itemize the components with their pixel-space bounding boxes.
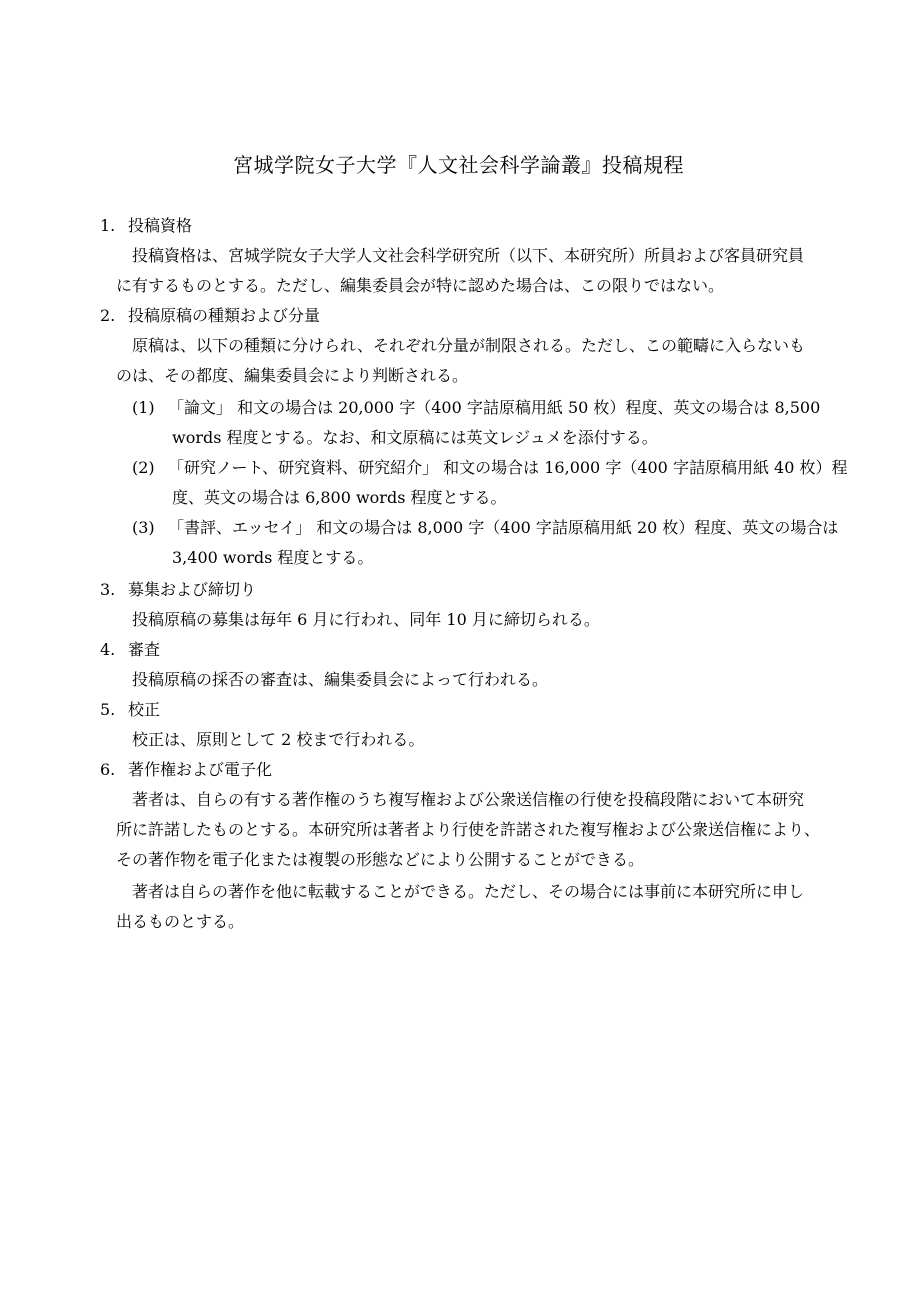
section-number: 4.: [100, 640, 116, 659]
paragraph-line: 投稿原稿の採否の審査は、編集委員会によって行われる。: [132, 670, 549, 689]
section-heading-5: [100, 700, 160, 720]
paragraph-line: のは、その都度、編集委員会により判断される。: [116, 366, 469, 385]
section-heading-3: [100, 580, 256, 600]
section-title: 著作権および電子化: [128, 760, 273, 779]
section-heading-6: [100, 760, 272, 780]
item-number: (2): [132, 458, 155, 477]
paragraph-line: その著作物を電子化または複製の形態などにより公開することができる。: [116, 850, 645, 869]
section-title: 投稿原稿の種類および分量: [128, 306, 321, 325]
section-number: 6.: [100, 760, 116, 779]
section-number: 3.: [100, 580, 116, 599]
section-number: 2.: [100, 306, 116, 325]
paragraph-line: 著者は自らの著作を他に転載することができる。ただし、その場合には事前に本研究所に申し: [132, 882, 805, 901]
item-number: (3): [132, 518, 155, 537]
section-number: 5.: [100, 700, 116, 719]
item-line-continued: words 程度とする。なお、和文原稿には英文レジュメを添付する。: [172, 428, 658, 447]
document-title: 宮城学院女子大学『人文社会科学論叢』投稿規程: [233, 153, 684, 177]
section-number: 1.: [100, 216, 116, 235]
paragraph-line: 原稿は、以下の種類に分けられ、それぞれ分量が制限される。ただし、この範疇に入らないも: [132, 336, 805, 355]
paragraph-line: 投稿原稿の募集は毎年 6 月に行われ、同年 10 月に締切られる。: [132, 610, 600, 629]
item-line: 「書評、エッセイ」 和文の場合は 8,000 字（400 字詰原稿用紙 20 枚）程度、英文の場合は: [168, 518, 839, 537]
item-line: 「論文」 和文の場合は 20,000 字（400 字詰原稿用紙 50 枚）程度、英文の場合は 8,500: [168, 398, 821, 417]
list-item-1: [132, 398, 820, 418]
paragraph-line: 所に許諾したものとする。本研究所は著者より行使を許諾された複写権および公衆送信権により、: [116, 820, 821, 839]
paragraph-line: に有するものとする。ただし、編集委員会が特に認めた場合は、この限りではない。: [116, 276, 725, 295]
list-item-2: [132, 458, 847, 478]
paragraph-line: 出るものとする。: [116, 912, 245, 931]
section-title: 募集および締切り: [128, 580, 257, 599]
paragraph-line: 校正は、原則として 2 校まで行われる。: [132, 730, 425, 749]
section-heading-4: [100, 640, 160, 660]
list-item-3: [132, 518, 838, 538]
paragraph-line: 著者は、自らの有する著作権のうち複写権および公衆送信権の行使を投稿段階において本研究: [132, 790, 805, 809]
item-line-continued: 3,400 words 程度とする。: [172, 548, 374, 567]
item-line-continued: 度、英文の場合は 6,800 words 程度とする。: [172, 488, 507, 507]
item-number: (1): [132, 398, 155, 417]
item-line: 「研究ノート、研究資料、研究紹介」 和文の場合は 16,000 字（400 字詰原稿用紙 40 枚）程: [168, 458, 848, 477]
paragraph-line: 投稿資格は、宮城学院女子大学人文社会科学研究所（以下、本研究所）所員および客員研究員: [132, 246, 805, 265]
section-title: 投稿資格: [128, 216, 193, 235]
section-heading-1: [100, 216, 192, 236]
section-heading-2: [100, 306, 320, 326]
section-title: 校正: [128, 700, 161, 719]
section-title: 審査: [128, 640, 161, 659]
